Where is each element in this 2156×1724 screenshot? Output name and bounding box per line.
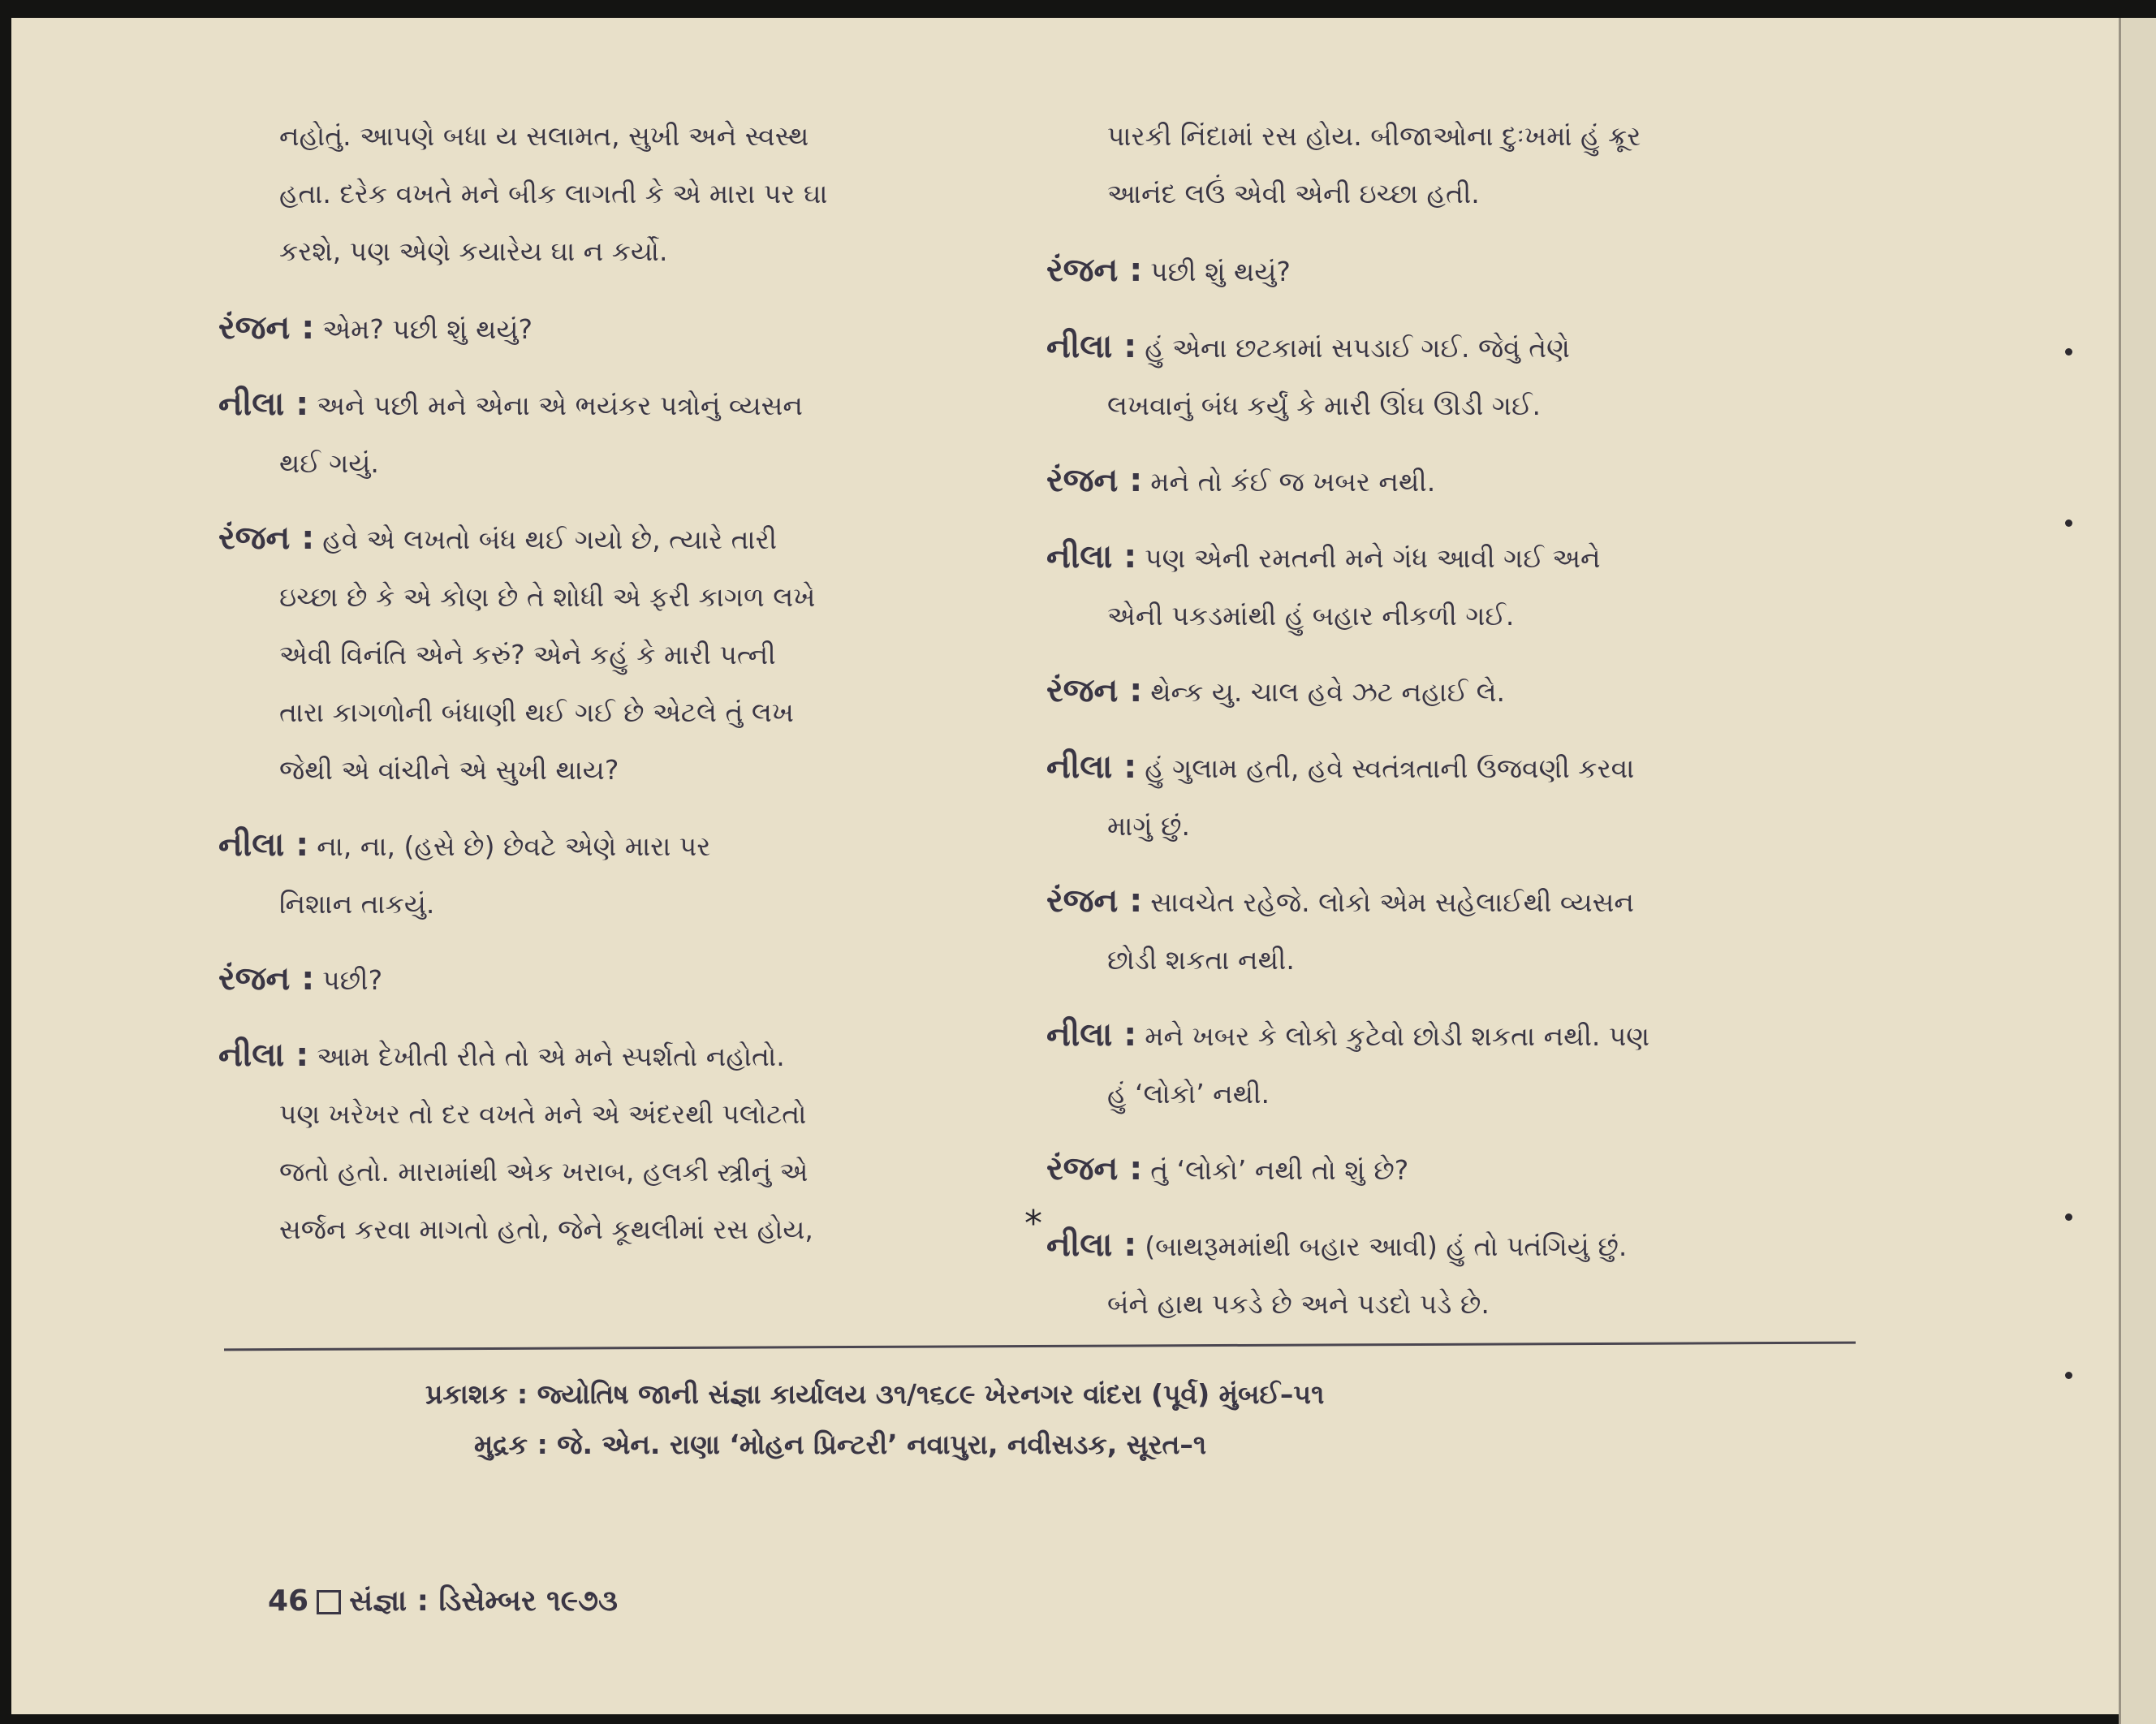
- page-number: 46: [268, 1584, 309, 1618]
- dot-mark: [2065, 1213, 2072, 1221]
- dialogue-entry: [218, 510, 1022, 799]
- dialogue-line: મને તો કંઈ જ ખબર નથી.: [1150, 466, 1436, 498]
- dot-mark: [2065, 348, 2072, 356]
- dialogue-line: મને ખબર કે લોકો કુટેવો છોડી શકતા નથી. પણ: [1145, 1020, 1650, 1052]
- dot-mark: [2065, 519, 2072, 527]
- dialogue-line: સર્જન કરવા માગતો હતો, જેને કૂથલીમાં રસ હોય,: [279, 1213, 813, 1245]
- dialogue-line: અને પછી મને એના એ ભયંકર પત્રોનું વ્યસન: [317, 390, 803, 421]
- continued-text: [1046, 107, 1846, 222]
- dialogue-line: હતા. દરેક વખતે મને બીક લાગતી કે એ મારા પર ઘા: [279, 178, 828, 209]
- speaker-name: રંજન :: [218, 960, 315, 998]
- dialogue-line: લખવાનું બંધ કર્યું કે મારી ઊંઘ ઊડી ગઈ.: [1107, 390, 1541, 421]
- section-separator: *: [1024, 1203, 1042, 1244]
- dialogue-line: પણ એની રમતની મને ગંધ આવી ગઈ અને: [1145, 542, 1601, 574]
- dialogue-line: ના, ના, (હસે છે) છેવટે એણે મારા પર: [317, 830, 711, 862]
- dialogue-entry: [1046, 873, 1846, 989]
- dialogue-entry: [218, 1027, 1022, 1258]
- dialogue-line: થઈ ગયું.: [279, 447, 379, 479]
- left-column: [218, 107, 1022, 1276]
- speaker-name: રંજન :: [1046, 462, 1143, 499]
- dialogue-line: જતો હતો. મારામાંથી એક ખરાબ, હલકી સ્ત્રીનું એ: [279, 1156, 808, 1187]
- dialogue-entry: [1046, 1140, 1846, 1199]
- dialogue-line: થેન્ક યુ. ચાલ હવે ઝટ નહાઈ લે.: [1150, 676, 1506, 708]
- dialogue-line: માગું છું.: [1107, 810, 1190, 842]
- dialogue-line: આમ દેખીતી રીતે તો એ મને સ્પર્શતો નહોતો.: [317, 1041, 785, 1072]
- dialogue-line: કરશે, પણ એણે કયારેય ઘા ન કર્યો.: [279, 235, 668, 267]
- speaker-name: નીલા :: [218, 1037, 309, 1074]
- dialogue-entry: [1046, 452, 1846, 511]
- speaker-name: રંજન :: [218, 519, 315, 557]
- imprint: [425, 1369, 1805, 1470]
- dialogue-entry: [218, 300, 1022, 358]
- dialogue-line: બંને હાથ પકડે છે અને પડદો પડે છે.: [1107, 1288, 1490, 1320]
- dialogue-line: (બાથરૂમમાંથી બહાર આવી) હું તો પતંગિયું છું.: [1145, 1231, 1628, 1262]
- dialogue-line: નહોતું. આપણે બધા ય સલામત, સુખી અને સ્વસ્થ: [279, 120, 809, 152]
- dialogue-entry: [1046, 1006, 1846, 1123]
- dialogue-line: જેથી એ વાંચીને એ સુખી થાય?: [279, 754, 619, 786]
- speaker-name: રંજન :: [1046, 252, 1143, 289]
- publisher-line: પ્રકાશક : જ્યોતિષ જાની સંજ્ઞા કાર્યાલય ૩૧/૧૬૮૯ ખેરનગર વાંદરા (પૂર્વ) મુંબઈ–૫૧: [425, 1378, 1325, 1410]
- dialogue-line: પારકી નિંદામાં રસ હોય. બીજાઓના દુઃખમાં હું ક્રૂર: [1107, 120, 1641, 152]
- dialogue-line: એની પકડમાંથી હું બહાર નીકળી ગઈ.: [1107, 600, 1515, 631]
- dialogue-line: એવી વિનંતિ એને કરું? એને કહું કે મારી પત્ની: [279, 639, 776, 670]
- dialogue-entry: [1046, 1217, 1846, 1333]
- speaker-name: નીલા :: [1046, 328, 1137, 365]
- dialogue-line: પછી શું થયું?: [1150, 256, 1291, 287]
- dialogue-entry: [1046, 242, 1846, 300]
- speaker-name: રંજન :: [218, 309, 315, 347]
- dialogue-line: આનંદ લઉં એવી એની ઇચ્છા હતી.: [1107, 178, 1480, 209]
- speaker-name: નીલા :: [1046, 748, 1137, 786]
- dialogue-line: હું ગુલામ હતી, હવે સ્વતંત્રતાની ઉજવણી કરવા: [1145, 752, 1635, 784]
- speaker-name: રંજન :: [1046, 1150, 1143, 1187]
- dialogue-entry: [218, 376, 1022, 492]
- speaker-name: નીલા :: [218, 386, 309, 423]
- dialogue-line: હું ‘લોકો’ નથી.: [1107, 1078, 1270, 1110]
- dialogue-line: હવે એ લખતો બંધ થઈ ગયો છે, ત્યારે તારી: [322, 524, 778, 555]
- magazine-issue: સંજ્ઞા : ડિસેમ્બર ૧૯૭૩: [349, 1584, 619, 1618]
- dialogue-line: નિશાન તાકયું.: [279, 888, 435, 920]
- speaker-name: રંજન :: [1046, 882, 1143, 920]
- speaker-name: નીલા :: [1046, 1016, 1137, 1054]
- dialogue-line: તારા કાગળોની બંધાણી થઈ ગઈ છે એટલે તું લખ: [279, 696, 794, 728]
- speaker-name: નીલા :: [1046, 538, 1137, 575]
- speaker-name: રંજન :: [1046, 672, 1143, 709]
- dot-mark: [2065, 1372, 2072, 1379]
- page-edge: [2119, 18, 2156, 1724]
- dialogue-entry: [1046, 662, 1846, 721]
- dialogue-line: ઇચ્છા છે કે એ કોણ છે તે શોધી એ ફરી કાગળ લખે: [279, 581, 816, 613]
- box-icon: [317, 1590, 341, 1614]
- right-column: [1046, 107, 1846, 1351]
- dialogue-entry: [1046, 318, 1846, 434]
- dialogue-line: હું એના છટકામાં સપડાઈ ગઈ. જેવું તેણે: [1145, 332, 1570, 364]
- dialogue-line: સાવચેત રહેજે. લોકો એમ સહેલાઈથી વ્યસન: [1150, 886, 1634, 918]
- dialogue-line: પછી?: [322, 964, 383, 996]
- dialogue-entry: [218, 817, 1022, 933]
- magazine-page: [11, 18, 2138, 1714]
- dialogue-line: તું ‘લોકો’ નથી તો શું છે?: [1150, 1154, 1409, 1186]
- speaker-name: નીલા :: [218, 826, 309, 864]
- continued-text: [218, 107, 1022, 280]
- dialogue-entry: [1046, 739, 1846, 855]
- dialogue-line: એમ? પછી શું થયું?: [322, 313, 533, 345]
- printer-line: મુદ્રક : જે. એન. રાણા ‘મોહન પ્રિન્ટરી’ નવાપુરા, નવીસડક, સૂરત–૧: [474, 1429, 1207, 1460]
- speaker-name: નીલા :: [1046, 1226, 1137, 1264]
- dialogue-entry: [218, 950, 1022, 1009]
- dialogue-line: પણ ખરેખર તો દર વખતે મને એ અંદરથી પલોટતો: [279, 1098, 807, 1130]
- dialogue-entry: [1046, 528, 1846, 644]
- dialogue-line: છોડી શકતા નથી.: [1107, 944, 1295, 976]
- page-footer: [268, 1584, 618, 1618]
